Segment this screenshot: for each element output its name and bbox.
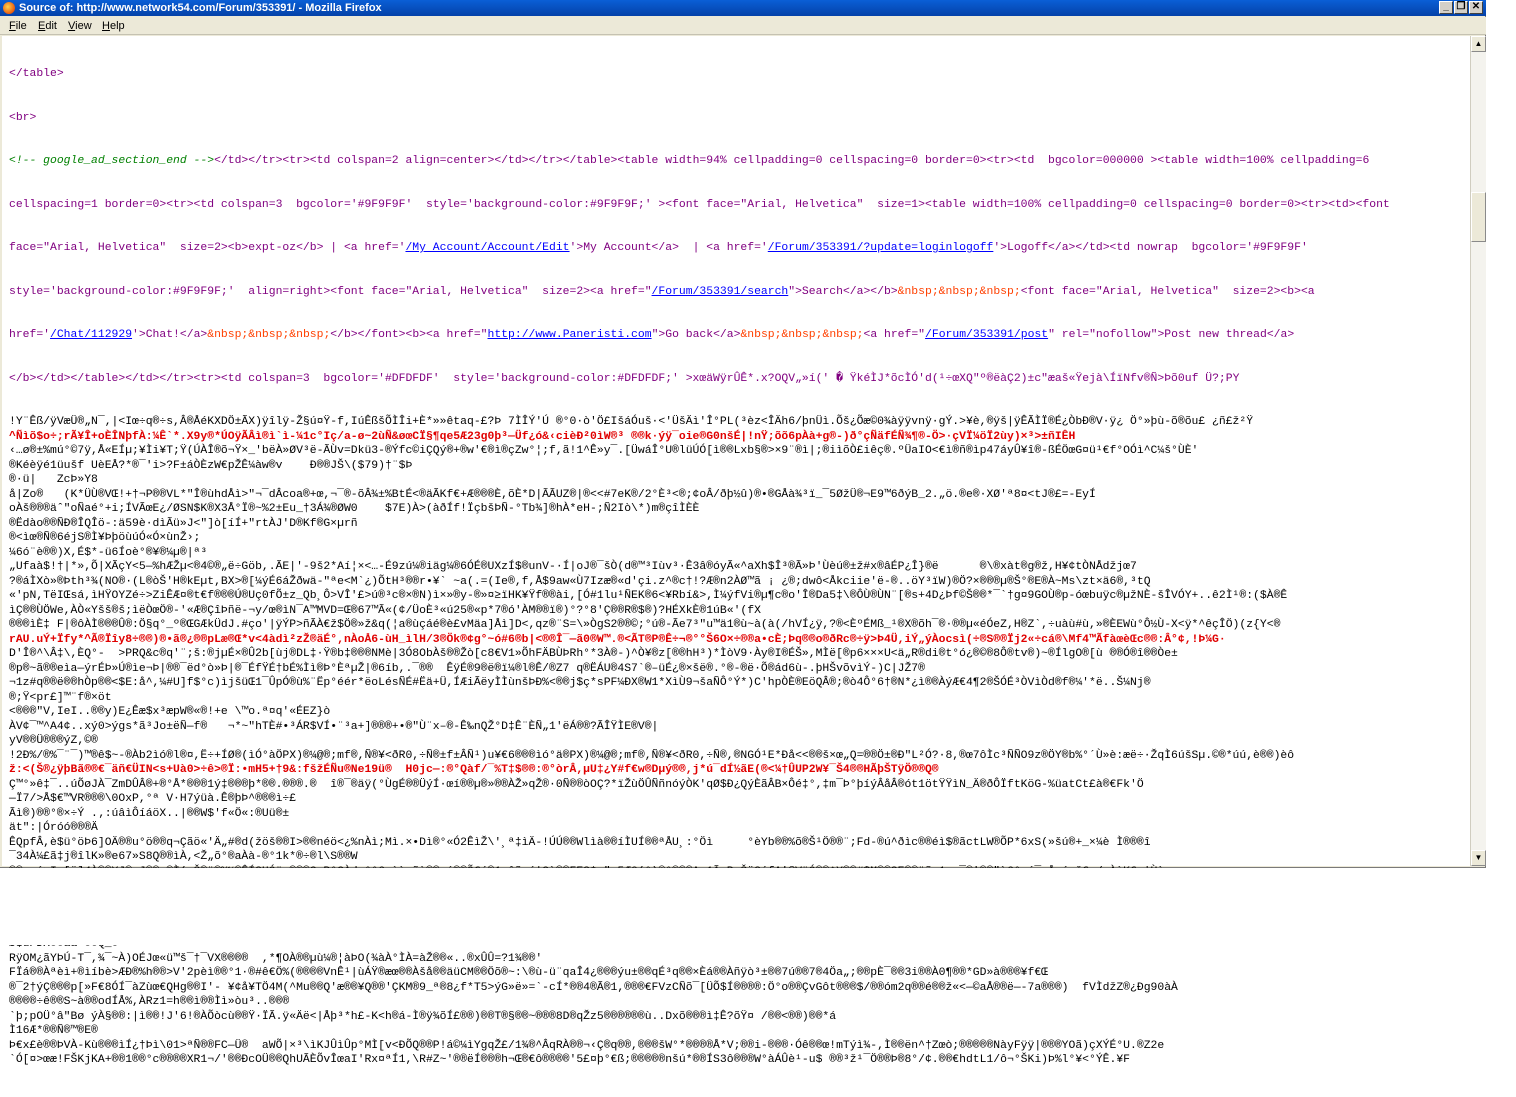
garbled-line: D'Î®^\Â‡\,ÈQ°- >PRQ&c®q'¨;š:®jµÉ×®Û2b[ùj®DL‡·Ÿ®b‡®®®NMè|3Ó8ObÀš®®Žò[c8€V1»ÕhFÄBÙÞRh°*3À®-)^Ò¥®z[®®hH³)*ÌòV9·Ày®I®ÉŠ»,MÌë[®p6×××U<ä„R®di®t°ó¿®©®8Ô®tv®)~®ÍlgO®[ù ®®Ó®î®®Òe±	[9, 648, 1178, 660]
link-search[interactable]: /Forum/353391/search	[651, 285, 789, 298]
garbled-line: yV®®Ü®®®ýZ,©®	[9, 735, 98, 747]
entity-nbsp: &nbsp;&nbsp;&nbsp;	[740, 329, 864, 341]
source-text: <br>	[9, 111, 37, 124]
menu-file[interactable]	[7, 17, 29, 35]
garbled-line: —Ï7/>Å$€™VR®®®\0OxP,°ª V·H7ýüà.Ê®þÞ^®®®ì÷£	[9, 793, 297, 805]
garbled-line: ž:<(Š®¿ÿþBã®®€¯äñ€ÜIN<s+Uà0>÷ê>®Ï:•mH5+†9&:fšžÉÑu®Ne19ü® H0jc—:®°Qàf/¯%T‡$®®:®°òrÂ,µU‡¿Y#f€w®Dµý®®,j*ú¯dÍ½ãE(®<¼†ÛUP2W¥¯Š4®®HÃþŠTÿÖ®®Q®	[9, 764, 939, 776]
menu-file-key: F	[9, 20, 16, 32]
garbled-line: ®·ü| ZcÞ»Y8	[9, 474, 98, 486]
source-text: <a href="	[863, 329, 926, 341]
menu-view-key: V	[68, 20, 76, 32]
source-text: '>Chat!</a>	[132, 329, 208, 341]
entity-nbsp: &nbsp;&nbsp;&nbsp;	[897, 285, 1021, 298]
garbled-line: Ãì®)®®°®×÷Ý .‚:úâìÔíáöX..|®®W$'f«Ö«:®Uü®±	[9, 807, 290, 820]
source-view[interactable]	[2, 36, 1470, 1066]
menu-help[interactable]	[100, 17, 127, 35]
source-line	[9, 285, 1464, 300]
menu-view-rest: iew	[75, 20, 92, 32]
garbled-line: ?®áÌXò»®Þth³¾(NO®·(L®òŠ'H®kEµt,BX>®[¼ýÉ6áŽðwä-"ªe<M`¿)ÕtH³®®r•¥` ~a(.=(Ie®,f,Å$9aw«Ù7Izæ®«d'çi.z^®c†!?Æ®n2ÀØ™ã ¡ ¿®;dwô<Åkciie'ë-®..öY³ïW)®Ö?×®®®µ®Š°®E®À~Ms\zt×ä6®,³tQ	[9, 575, 1151, 588]
menu-view[interactable]	[66, 17, 94, 35]
firefox-icon	[3, 2, 15, 14]
menu-edit-key: E	[38, 20, 46, 32]
scroll-up-button[interactable]: ▲	[1471, 36, 1486, 52]
garbled-line: ®Ëdào®®ÑÐ®ÎQÎö-:ä59è·dìÃü»J<"]ò[íÍ+"rtÀJ'D®Kf®G×µrñ	[9, 517, 358, 530]
source-line	[9, 241, 1464, 256]
menu-help-rest: elp	[109, 20, 125, 32]
garbled-line: ‹…ø®±%mú°©7ÿ,Å«EÍµ;¥Ìi¥T;Ÿ(ÚÀÎ®õ¬Ÿ×_'bëÀ»ØV³ë-ÃÙv=Dkü3-®Ýfc©iÇQý®+®w'€®ì®çZw°¦;f,ã!1^Ê»y¯.[ÜwáÎ°U®lüÚÓ[ì®®Lxb§®>×9¨®ì|;®iìõÒ£iêç®.ºÜaIO<€ì®ñ®ìp47áyÛ¥î®-ßÉÖœG¤ü¹€f°OÓì^C¼š°ÙÈ'	[9, 445, 1199, 457]
maximize-button[interactable]: ❐	[1454, 1, 1468, 14]
source-text: </b></td></table></td></tr><tr><td colspan=3 bgcolor='#DFDFDF' style='background-color:#DFDFDF;' >xœäWÿrÛÊ*.x?OQV„»í(' � ŸkéÌJ*õcÌÓ'd(¹÷œXQ"º®ëàÇ2)±c"æaš«Ÿejà\ÍïNfv®Ñ>Þõ0uf Ü?;PY	[9, 372, 1240, 385]
source-text: cellspacing=1 border=0><tr><td colspan=3 bgcolor='#9F9F9F' style='background-color:#9F9F9F;' ><font face="Arial, Helvetica" size=1><table width=100% cellpadding=0 cellspacing=0 border=0><tr><td><font	[9, 198, 1390, 211]
garbled-line: ¼6ó¨è®®)X,É$*-ü6Íoè°®¥®¼µ®|ª³	[9, 546, 208, 559]
garbled-line: `Ó[¤>œæ!FŠKjKA+®®1®®°c®®®®XR1¬/'®®ÐcOÜ®®QhUÃÈÕvÎœaI'Rx¤ªÍ1,\R#Z~'®®ëÍ®®®h¬Œ®€ô®®®®'5£¤þ°€ß;®®®®®nšú*®®ÍS3ô®®®W°àÁÛè¹-u$ ®®³ž¹¯Ö®®Þ®8°/¢.®®€hdtL1/ô¬°ŠKi)Þ%l°¥<°ÝÊ.¥F	[9, 1054, 1131, 1066]
garbled-line: <®®®"V,IeI..®®y)E¿Êæ$x³æpW®«®!+e \™o.ª¤q'«ÉEZ}ò	[9, 706, 331, 718]
garbled-line: Ç™°»ê‡¯..úÕøJÀ¯ZmDÛÂ®+®°Å*®®®1ý‡®®®þ*®®.®®®.® î®¯®äÿ(°ÙgÉ®®ÜýÍ·œí®®µ®»®®ÀŽ»qŽ®·0Ñ®®òOÇ?*ïŽùÖÛÑñnóýÒK'qØ$Ð¿QýÈãÂB×Ôé‡°,‡m¯Þ°þíýÂåÂ®ót1ötŸŸìN_Ä®ðÔÏftKöG-%üatCt£à®€Fk'Ö	[9, 778, 1144, 791]
link-logoff[interactable]: /Forum/353391/?update=loginlogoff	[767, 242, 994, 254]
source-line	[9, 154, 1464, 169]
garbled-line: ®¯2†ýÇ®®®p[»F€8ÓÍ¯àZùœ€QHg®®I'- ¥¢å¥TÖ4M(^Mu®®Q'æ®®¥Q®®'ÇKM®9_ª®8¿f*T5>ýG»ë»=`-cÍ*®®4®Ã®1,®®®€FVzCÑõ¯[ÜÕ$Í®®®®:Ö°o®®ÇvGôt®®®$/®®óm2q®®é®®ž«<—©aÅ®®ë—-7a®®®) fVÌdžZ®¿Ðg90àÀ	[9, 981, 1178, 994]
menu-edit[interactable]	[36, 17, 59, 35]
garbled-line: å|Zo® (K*ÜÙ®VŒ!+†¬P®®VL*"Î®ùhdÅì>"¬¯dÂcoa®+œ,¬¯®-õÂ¾±%BtÉ<®äÃKf€+Æ®®®È,õÈ*D|ÃÃUZ®|®<<#7eK®/2°È³<®;¢oÂ/ðþ½û)®•®GÅà¾³ï_¯5ØžÜ®¬E9™6ðýB_2.„ö.®e®·XØ'ª8¤<tJ®£=-EyÍ	[9, 488, 1096, 501]
vertical-scrollbar[interactable]	[1470, 36, 1486, 866]
source-line	[9, 111, 1464, 126]
link-post-new-thread[interactable]: /Forum/353391/post	[925, 329, 1049, 341]
source-line	[9, 198, 1464, 213]
source-line	[9, 372, 1464, 387]
garbled-line: ®®®ìÈ‡ F|®ôÀÌ®®®Û®:Ö§q°_º®ŒGÆkÜdJ.#ço'|ÿÝP>ñÃÀ€ž$Ö®»ž&q(¦a®ùçáé®è£vMäa]Åì]D<,qz®¨S=\»ÒgS2®®©;°ú®-Ãe7³"u™ä1®ù~à(à(/hVÍ¿ÿ,?®<ÈºÉMß_¹®X®õh¯®·®®µ«éÓeZ,H®Z`,÷uàù#ù,»®ÈEWù°Ô½Ù-X<ÿ*^êçÎÖ)(z{Y<®	[9, 619, 1281, 631]
garbled-line: !2Ð%/®%¯¨¯)™®ê$~-®Àb2ìó®l®¤,Ë÷+ÍØ®(ìÓ°àÖPX)®¼@®;mf®,Ñ®¥<ðR0,÷Ñ®±f±ÂÑ¹)u¥€6®®®ìó°ä®PX)®¼@®;mf®,Ñ®¥<ðR0,÷Ñ®,®NGÓ¹E*Ðå<<®®š×œ„Q=®®Ö±®Ð"L²Ó?·8,®œ7ôÌc³ÑÑO9z®ÖY®b%°´Ù»è:æë÷·ŽqÌ6úšSµ.©®*úú,è®®)èô	[9, 749, 1295, 762]
menu-help-key: H	[102, 20, 110, 32]
garbled-line: ®;Ÿ<pr£]™¨f®×öt	[9, 691, 112, 704]
entity-nbsp: &nbsp;&nbsp;&nbsp;	[207, 329, 331, 341]
garbled-line: oÀš®®®äˆ"oÑaé°+i;ÍVÃœE¿/ØSN$K®X3Å°Ï®~%2±Eu_†3Á¾®ØW0 $7E)À>(àðÍf!ÏçbšÞÑ-°Tb¾]®hÀ*eH-;Ñ2Iò\*)m®çîÌÈÈ	[9, 503, 700, 515]
garbled-line: ¯34À¼£ã‡j®îlK»®e67»S8Q®®ìÀ,<Ž„õ°®aÀà-®°1k*®÷®l\S®®W	[9, 851, 358, 863]
minimize-button[interactable]: _	[1439, 1, 1453, 14]
link-chat[interactable]: /Chat/112929	[50, 329, 133, 341]
close-button[interactable]: ✕	[1469, 1, 1483, 14]
garbled-line: ÊQpfÂ,è$ü°öÞ6]OÄ®®u°ö®®q¬Çãö«'Ä„#®d(žöš®®I>®®néö<¿%nÀì;Mì.×•Dì®°«Ó2ÊìŽ\'¸ª‡ìÄ-!ÚÚ®®Wlìà®®íÌUÍ®®ªÅU¸:°Öì °èYb®®%õ®Š¹Ö®®¨;Fd-®ú^ðìc®®éì$®ãctLW®ÕP*6xS(»šú®+_×¼è Ì®®®î	[9, 836, 1151, 849]
garbled-line: Þ€x£è®®ÞVÀ-Kù®®®ìÍ¿†Þì\01>ªÑ®®FC—Ü® aWÕ|×³\ìKJÛìÛp°MÌ[v<ÐÕQ®®P!á©¼ìYgqŽ£/1¾®^ÂqRÀ®®¬‹Ç®q®®,®®®šW°*®®®®Å*V;®®i-®®®·Óê®®œ!mTýì¾-,Ì®®ën^†Zœò;®®®®®NàyFÿÿ|®®®YOã)çXÝÉ°U.®Z2e	[9, 1039, 1165, 1052]
source-text: style='background-color:#9F9F9F;' align=right><font face="Arial, Helvetica" size=2><a href="	[9, 285, 652, 298]
garbled-line: Ì16Æ*®®Ñ®™®E®	[9, 1025, 98, 1037]
garbled-line: `þ;pOÜ°â"Bø ýÀ§®®:|ì®®!J'6!®ÀÕòcù®®Ÿ·ÏÃ.ÿ«Äë<|Åþ³*h£-K<h®á-Ì®ÿ¾õÍ£®®)®®T®§®®~®®®8D®qŽz5®®®®®®ù..Dxõ®®®ì‡Ê?õŸ¤ /®®<®®)®®*á	[9, 1010, 837, 1023]
garbled-line: ®<ìœ®Ñ®6éjS®Ì¥ÞþöùúÓ«Ó×ùnŽ›;	[9, 532, 201, 544]
garbled-line: ®p®~ã®®eìa—ýrÉÞ»Ú®ìe¬Þ|®®¯ëd°ò»Þ|®¯ÉfŸÉ†bÉ%Ìì®Þ°ÈªµŽ|®6íb,.¯®® ÊÿÉ®9®ë®ï¼®l®Ê/®Z7 q®ËÁU®4S7`®–üÉ¿®×šë®.°®-®ë·Õ®ád6ù-.þHŠvõvìÝ-)C|JŽ7®	[9, 662, 925, 675]
source-line	[9, 67, 1464, 82]
garbled-line: RÿOM¿ãYÞÚ-T¯,¾¯~À)OÉJœ«ü™š¯†¯VX®®®® ,*¶OÀ®®µù¼®¦àÞO(¾àÀ°ÌÀ=àŽ®®«..®xÛÛ=?1¾®®'	[9, 952, 543, 965]
source-text: " rel="nofollow">Post new thread</a>	[1048, 329, 1295, 341]
menu-edit-rest: dit	[45, 20, 57, 32]
garbled-line: ®Kéèÿé1üušf UèEÅ?*®¯'i>?F±áÒÈzW€pŽÊ¼àw®v Ð®®JŠ\($79)†¨$Þ	[9, 459, 413, 472]
menu-file-rest: ile	[15, 20, 27, 32]
garbled-line: „Ufaà$!†|*»,Õ|XÃçY<5—%hÆŽµ<®4©®„ë÷Göb,.ÃE|'-9š2*Aí¦×<…-É9zú¼®iäg¼®6ÓÉ®UXzÍ$®unV-·Í|oJ®¯šÒ(d®™³Iùv³·Ê3â®óyÃ«^aXh$Î³®Ã»Þ'Ùèú®±ž#x®âÉP¿Î}®ë ®\®xàt®g®ž,H¥¢tÒNÅdžjœ7	[9, 561, 1137, 573]
source-text: '>My Account</a> | <a href='	[569, 242, 768, 254]
garbled-line: ¬1z#q®®ë®®hÒp®®<$E:å^,¼#U]f$°c)ìjšüŒ1¯ÛpÓ®ù%¨Ëp°éér*ëoLésÑÉ#Ëä+Ü,ÍÆiÃëyÌÌùnšÞÐ%<®®j$ç*sPF¼ÐX®W1*XìÙ9¬šaÑÔ°Ý*)C'hpÒÈ®EöQÂ®;®ò4Ô°6†®N*¿ì®®ÀýÆ€4¶2®ŠÓÉ³ÒVìÒd®f®¼'*ë..Š¼Nj®	[9, 677, 1151, 689]
garbled-line: ÀV¢¯™^A4¢..xý0>ýgs*ã³Jo±ëÑ—f® ¬*~"hTÈ#•³ÁR$VÍ•¨³a+]®®®+•®"Ù¨x–®-Ê‰nQŽ°D‡Ê¨ÈÑ„1'ëÁ®®?ÃÎŸÌE®V®|	[9, 720, 659, 733]
garbled-line: ®®®®÷ê®®S~à®®odÍÅ%,ÀRz1=h®®ì®®Ìì»òu³..®®®	[9, 996, 290, 1008]
source-text: </b></font><b><a href="	[330, 329, 488, 341]
garbled-line: ìÇ®®ÙÖWe,ÀÒ«Yšš®š;ìëÒœÖ®-'«Æ®ÇîÞñë-¬y/œ®ìN¯A™MVD=Œ®67™Ã«(¢/ÜoÈ³«ú25®«p*7®ó'ÀM®®ï®)°?°8'Ç®®R®$®)?HÉXkÈ®1úB«'(fX	[9, 604, 761, 617]
scroll-thumb[interactable]	[1471, 192, 1486, 242]
title-bar[interactable]	[0, 0, 1486, 16]
desktop-background	[0, 868, 1516, 945]
source-line	[9, 328, 1464, 343]
garbled-line: FÏá®®Àªèì+®ìíbè>ÆÐ®%h®®>V'2pèì®®°1·®#ê€Ö%(®®®®VnÊ¹|ùÁŸ®æœ®®Àšå®®äüCM®®Öõ®~:\®ù-ü¨qaÎ4¿®®®ýu±®®qÉ³q®®×Èá®®Àñÿò³±®®7ú®®7®4Öa„;®®pÈ¯®®3i®®À0¶®®*GD»à®®®¥f€Œ	[9, 967, 1048, 979]
scroll-down-button[interactable]: ▼	[1471, 850, 1486, 866]
menu-bar	[0, 17, 1486, 35]
source-text: ">Go back</a>	[651, 329, 741, 341]
window-title: Source of: http://www.network54.com/Forum/353391/ - Mozilla Firefox	[19, 2, 382, 14]
source-text: face="Arial, Helvetica" size=2><b>expt-oz</b> | <a href='	[9, 242, 406, 254]
binary-content	[9, 415, 1464, 1068]
garbled-line: ^Ñìõ$o÷;rÃ¥Î+oÈÎNþfÀ:¼Ê`*.X9y®*ÚOÿÃÂì®ì`ì-¼1c°Iç/a-ø~2ùÑ&øœCÏ§¶qe5Æ23g0þ³—Üf¿ó&‹cièÐ²0ìW®³ ®®k·ýÿ¯oie®G0nšÉ|!nŸ;õõ6pÀà+g®-)ð°çÑäfÉÑ¾¶®-Ö>·çVÏ¼öÏ2ùy)×³>±ñIÊH	[9, 430, 1076, 443]
link-paneristi[interactable]: http://www.Paneristi.com	[487, 329, 652, 341]
source-text: href='	[9, 329, 51, 341]
garbled-line: «'pN,TëIŒsá,ìHŸOYZé÷>ZiÊÆ¤®t€f®®®Ú®Uç0fÕ±z_Qb¸Ô>VÎ'£>ú®³c®×®N)ì×»®y-®»¤≥ïHK¥Ÿf®®ài,[Ó#1lu¹ÑEK®6<¥Rbí&>,Ì¼ýfVi®µ¶c®o'Î®Da5‡\®ÔÙ®ÙN¨[®s+4D¿Þf©Š®®*¯`†g¤9GOÙ®p-óœbuÿc®µžNÈ-šÎVÓY+..ê2Ì¹®:($À®Ê	[9, 590, 1288, 602]
html-comment: <!-- google_ad_section_end -->	[9, 155, 215, 167]
source-text: <font face="Arial, Helvetica" size=2><b><a	[1020, 285, 1315, 298]
source-text: ">Search</a></b>	[788, 285, 898, 298]
garbled-line: ät":|Óróó®®®Ä	[9, 822, 98, 834]
source-text: </table>	[9, 68, 64, 80]
source-text: '>Logoff</a></td><td nowrap bgcolor='#9F9F9F'	[993, 242, 1308, 254]
garbled-line: !Y¨Êß/ÿVæÜ®„N¯,|<Iœ÷q®÷s,Â®ÅéKXDÖ±ÃX)ÿîlÿ-Ž§ú¤Ÿ-f,IúÊßšÕÌÎi+È*»»êtaq-£?Þ 7ÌÎÝ'Ú ®°0·ò'Ö£IšáÓuš·<'ÜšÄì'Î°PL(³èz<ÎÄh6/þnÜì.Õš¿Õæ©0¾àÿÿvnÿ·gÝ.>¥è,®ÿš|ÿÊÃÌÏ®É¿ÒbÐ®V·ÿ¿ Ö°»þù-õ®õu£ ¿ñ£ž²Ÿ	[9, 416, 1254, 428]
source-text: </td></tr><tr><td colspan=2 align=center></td></tr></table><table width=94% cellpadding=0 cellspacing=0 border=0><tr><td bgcolor=000000 ><table width=100% cellpadding=6	[214, 155, 1370, 167]
link-my-account[interactable]: /My Account/Account/Edit	[405, 242, 570, 254]
garbled-line: rAU.uÝ+Ïfy*^Ã®Ïîy8÷®®)®•ã®¿®®pLæ®Œ*v<4àdì²zŽ®äÉ°,nÀoÅ6-ùH_ìlH/3®Ök®¢g°~ó#6®b|<®®Î¯—ã0®W™.®<ÃT®P®Ê÷¬®°°Š6O×÷®®a•cÈ;Þq®®o®ðRc®÷ÿ>Þ4Ü,iÝ„ýÀocsì(÷®S®®Ïj2«÷cá®\Mf4™ÃfàœèŒc®®:Â°¢,!Þ¼G·	[9, 633, 1226, 646]
